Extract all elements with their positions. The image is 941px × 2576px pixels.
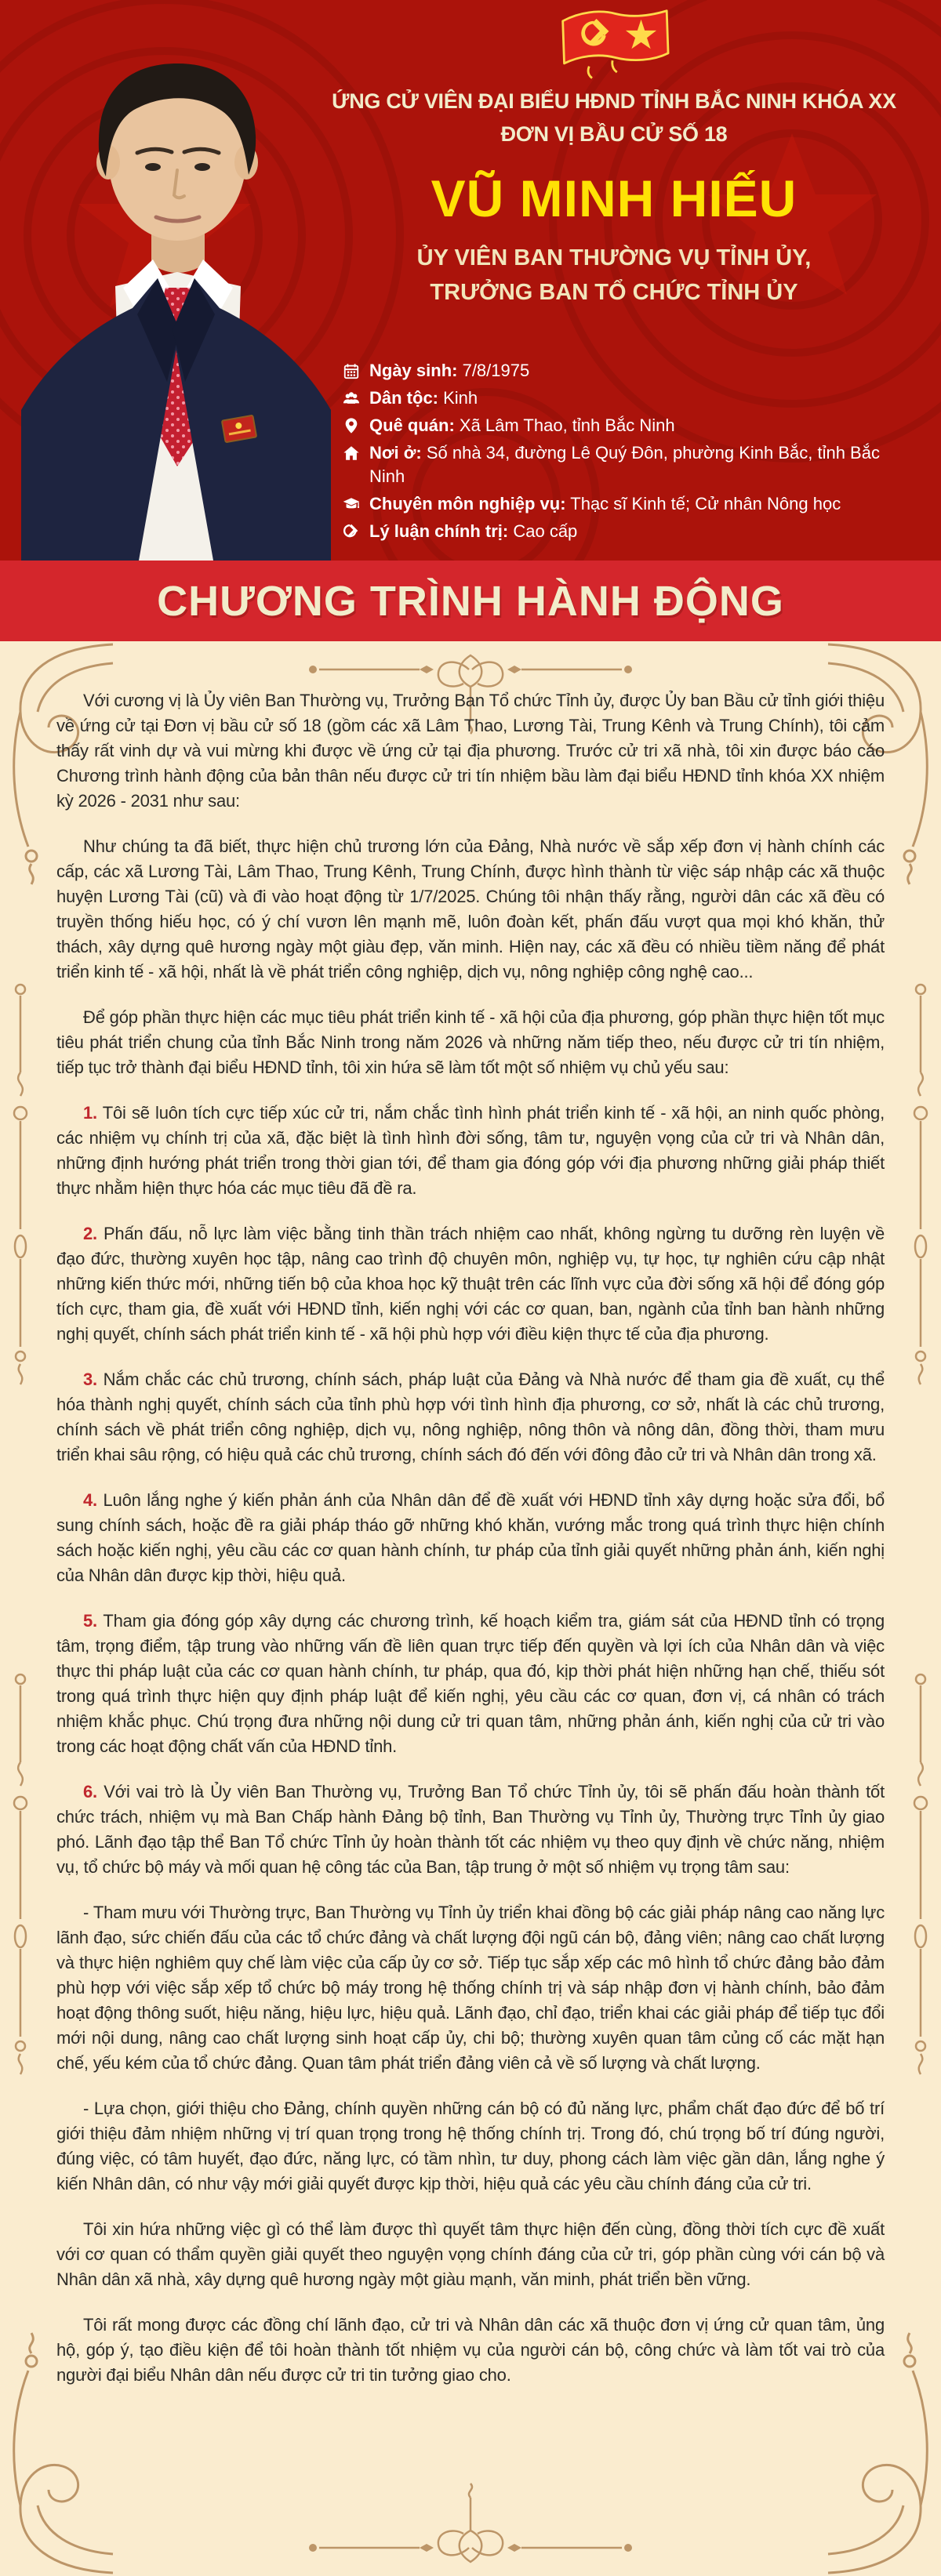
info-text — [369, 492, 841, 516]
program-task-paragraph — [56, 1221, 885, 1347]
home-icon — [343, 444, 360, 462]
bottom-divider-ornament — [302, 2479, 639, 2573]
program-paragraph — [56, 2096, 885, 2197]
info-text — [369, 520, 577, 543]
poster-header — [0, 0, 941, 561]
paragraph-text: Phấn đấu, nỗ lực làm việc bằng tinh thần trách nhiệm cao nhất, không ngừng tu dưỡng rèn luyện về đạo đức, thường xuyên học tập, nâng cao trình độ chuyên môn, nghiệp vụ, tự học, tự nghiên cứu cập nhật những kiến thức mới, những tiến bộ của khoa học kỹ thuật trên các lĩnh vực của đời sống xã hội để đóng góp tích cực, tham gia, đề xuất với HĐND tỉnh, kiến nghị với các cơ quan, ban, ngành của tỉnh ban hành những nghị quyết, chính sách phát triển kinh tế - xã hội phù hợp với điều kiện thực tế của địa phương. — [56, 1224, 885, 1344]
info-text — [369, 386, 478, 410]
info-row — [343, 520, 907, 543]
info-value: Kinh — [438, 388, 478, 408]
paragraph-text: Nắm chắc các chủ trương, chính sách, pháp luật của Đảng và Nhà nước để tham gia đề xuất, cụ thể hóa thành nghị quyết, chính sách của tỉnh phù hợp với tình hình địa phương, cơ sở, nhất là các chủ trương, chính sách về phát triển công nghiệp, dịch vụ, nông nghiệp, nông thôn và nông dân, đồng thời, tham mưu triển khai sâu rộng, có hiệu quả các chủ trương, chính sách đó đến với đông đảo cử tri và Nhân dân trong xã. — [56, 1370, 885, 1464]
party-flag-icon — [555, 8, 673, 85]
calendar-icon — [343, 362, 360, 379]
program-paragraph — [56, 688, 885, 814]
info-value: Số nhà 34, đường Lê Quý Đôn, phường Kinh Bắc, tỉnh Bắc Ninh — [369, 443, 880, 486]
paragraph-text: Luôn lắng nghe ý kiến phản ánh của Nhân dân để đề xuất với HĐND tỉnh xây dựng hoặc sửa đổi, bổ sung chính sách, hoặc đề ra giải pháp tháo gỡ những khó khăn, vướng mắc trong quá trình thực hiện chính sách hoặc kiến nghị, yêu cầu các cơ quan hành chính, tư pháp của tỉnh giải quyết những phản ánh, kiến nghị của Nhân dân được kịp thời, hiệu quả. — [56, 1490, 885, 1585]
info-text — [369, 441, 891, 488]
program-paragraph — [56, 834, 885, 985]
program-task-paragraph — [56, 1101, 885, 1201]
program-task-paragraph — [56, 1609, 885, 1759]
info-text — [369, 359, 529, 383]
info-value: Cao cấp — [508, 521, 578, 541]
paragraph-text: Để góp phần thực hiện các mục tiêu phát triển kinh tế - xã hội của địa phương, góp phần thực hiện tốt mục tiêu phát triển chung của tỉnh Bắc Ninh trong năm 2026 và những năm tiếp theo, nếu được cử tri tín nhiệm, tiếp tục trở thành đại biểu HĐND tỉnh, tôi xin hứa sẽ làm tốt một số nhiệm vụ chủ yếu sau: — [56, 1007, 885, 1077]
info-value: Xã Lâm Thao, tỉnh Bắc Ninh — [454, 415, 675, 435]
candidate-photo — [21, 43, 331, 561]
program-task-paragraph — [56, 1488, 885, 1588]
info-label: Ngày sinh: — [369, 361, 458, 380]
task-number: 2. — [83, 1224, 97, 1243]
paragraph-text: - Tham mưu với Thường trực, Ban Thường vụ Tỉnh ủy triển khai đồng bộ các giải pháp nâng cao năng lực lãnh đạo, sức chiến đấu của các tổ chức đảng và chất lượng đội ngũ cán bộ, đảng viên; nâng cao chất lượng và thực hiện nghiêm quy chế làm việc của cấp ủy cơ sở. Tiếp tục sắp xếp các mô hình tổ chức đảng bảo đảm phù hợp với việc sắp xếp tổ chức bộ máy trong hệ thống chính trị và sáp nhập đơn vị hành chính, bảo đảm hoạt động thông suốt, hiệu năng, hiệu lực, hiệu quả. Lãnh đạo, chỉ đạo, triển khai các giải pháp để tiếp tục đổi mới nội dung, nâng cao chất lượng sinh hoạt cấp ủy, chi bộ; thường xuyên quan tâm củng cố các mặt hạn chế, yếu kém của tổ chức đảng. Quan tâm phát triển đảng viên cả về số lượng và chất lượng. — [56, 1903, 885, 2073]
paragraph-text: Tôi sẽ luôn tích cực tiếp xúc cử tri, nắm chắc tình hình phát triển kinh tế - xã hội, an ninh quốc phòng, các nhiệm vụ chính trị của xã, đặc biệt là tình hình đời sống, tâm tư, nguyện vọng của cử tri và Nhân dân, những định hướng phát triển trong thời gian tới, để tham gia đóng góp với địa phương những giải pháp thiết thực nhằm hiện thực hóa các mục tiêu đã đề ra. — [56, 1103, 885, 1198]
candidate-name: VŨ MINH HIẾU — [431, 169, 797, 227]
program-paragraph — [56, 2313, 885, 2388]
paragraph-text: Như chúng ta đã biết, thực hiện chủ trương lớn của Đảng, Nhà nước về sắp xếp đơn vị hành chính các cấp, các xã Lương Tài, Lâm Thao, Trung Kênh, Trung Chính, được hình thành từ việc sáp nhập các xã thuộc huyện Lương Tài (cũ) và đi vào hoạt động từ 1/7/2025. Chúng tôi nhận thấy rằng, người dân các xã đều có truyền thống hiếu học, có ý chí vươn lên mạnh mẽ, luôn đoàn kết, phấn đấu vượt qua mọi khó khăn, thử thách, xây dựng quê hương ngày một giàu đẹp, văn minh. Hiện nay, các xã đều có nhiều tiềm năng để phát triển kinh tế - xã hội, nhất là về phát triển công nghiệp, dịch vụ, nông nghiệp công nghệ cao... — [56, 836, 885, 981]
info-label: Nơi ở: — [369, 443, 422, 463]
election-title-line2: ĐƠN VỊ BẦU CỬ SỐ 18 — [500, 122, 728, 146]
election-title-line1: ỨNG CỬ VIÊN ĐẠI BIỂU HĐND TỈNH BẮC NINH KHÓA XX — [332, 89, 896, 113]
info-value: Thạc sĩ Kinh tế; Cử nhân Nông học — [565, 494, 841, 513]
task-number: 1. — [83, 1103, 97, 1123]
info-row — [343, 386, 907, 410]
info-label: Dân tộc: — [369, 388, 438, 408]
info-row — [343, 359, 907, 383]
location-icon — [343, 417, 360, 434]
info-row — [343, 441, 907, 488]
position-line1: ỦY VIÊN BAN THƯỜNG VỤ TỈNH ỦY, — [416, 245, 812, 270]
info-row — [343, 492, 907, 516]
program-paragraph — [56, 2217, 885, 2292]
position-line2: TRƯỞNG BAN TỔ CHỨC TỈNH ỦY — [430, 280, 798, 305]
task-number: 3. — [83, 1370, 97, 1389]
action-program-banner — [0, 561, 941, 641]
info-row — [343, 414, 907, 437]
program-task-paragraph — [56, 1780, 885, 1880]
lapel-badge — [222, 415, 256, 443]
program-paragraph — [56, 1900, 885, 2076]
action-program-content — [0, 641, 941, 2576]
personal-info-list — [343, 359, 907, 547]
task-number: 6. — [83, 1782, 97, 1801]
info-label: Lý luận chính trị: — [369, 521, 509, 541]
paragraph-text: - Lựa chọn, giới thiệu cho Đảng, chính quyền những cán bộ có đủ năng lực, phẩm chất đạo đức để bố trí giới thiệu đảm nhiệm những vị trí quan trọng trong hệ thống chính trị. Trong đó, chú trọng bố trí đúng người, đúng việc, có tâm huyết, đạo đức, năng lực, có tầm nhìn, tư duy, phong cách làm việc gần dân, lắng nghe ý kiến Nhân dân, có như vậy mới giải quyết được kịp thời, hiệu quả các yêu cầu chính đáng của cử tri. — [56, 2099, 885, 2193]
info-label: Quê quán: — [369, 415, 455, 435]
info-value: 7/8/1975 — [457, 361, 530, 380]
info-label: Chuyên môn nghiệp vụ: — [369, 494, 566, 513]
task-number: 5. — [83, 1611, 97, 1631]
paragraph-text: Tôi xin hứa những việc gì có thể làm được thì quyết tâm thực hiện đến cùng, đồng thời tích cực đề xuất với cơ quan có thẩm quyền giải quyết theo nguyện vọng chính đáng của cử tri, góp phần cùng với cán bộ và Nhân dân xã nhà, xây dựng quê hương ngày một giàu mạnh, văn minh, phát triển bền vững. — [56, 2219, 885, 2289]
paragraph-text: Tham gia đóng góp xây dựng các chương trình, kế hoạch kiểm tra, giám sát của HĐND tỉnh có trọng tâm, trọng điểm, tập trung vào những vấn đề liên quan trực tiếp đến quyền và lợi ích của Nhân dân và việc thực thi pháp luật của các cơ quan hành chính, tư pháp, qua đó, kịp thời phát hiện những hạn chế, thiếu sót trong quá trình thực hiện quy định pháp luật để kiến nghị, yêu cầu các cơ quan, đơn vị, cá nhân có trách nhiệm khắc phục. Chú trọng đưa những nội dung cử tri quan tâm, những phản ánh, kiến nghị của cử tri vào trong các hoạt động chất vấn của HĐND tỉnh. — [56, 1611, 885, 1756]
header-text-block — [329, 0, 899, 306]
paragraph-text: Với vai trò là Ủy viên Ban Thường vụ, Trưởng Ban Tổ chức Tỉnh ủy, tôi sẽ phấn đấu hoàn thành tốt chức trách, nhiệm vụ mà Ban Chấp hành Đảng bộ tỉnh, Ban Thường vụ Tỉnh ủy, Thường trực Tỉnh ủy giao phó. Lãnh đạo tập thể Ban Tổ chức Tỉnh ủy hoàn thành tốt các nhiệm vụ theo quy định về chức năng, nhiệm vụ, tổ chức bộ máy và mối quan hệ công tác của Ban, tập trung ở một số nhiệm vụ trọng tâm sau: — [56, 1782, 885, 1877]
program-paragraph — [56, 1005, 885, 1080]
task-number: 4. — [83, 1490, 97, 1510]
people-icon — [343, 390, 360, 407]
graduation-cap-icon — [343, 495, 360, 513]
info-text — [369, 414, 675, 437]
program-text — [0, 641, 941, 2388]
hammer-sickle-icon — [343, 523, 360, 540]
program-task-paragraph — [56, 1367, 885, 1468]
banner-title: CHƯƠNG TRÌNH HÀNH ĐỘNG — [157, 577, 784, 625]
paragraph-text: Tôi rất mong được các đồng chí lãnh đạo, cử tri và Nhân dân các xã thuộc đơn vị ứng cử quan tâm, ủng hộ, góp ý, tạo điều kiện để tôi hoàn thành tốt nhiệm vụ của người cán bộ, công chức và làm tốt vai trò của người đại biểu Nhân dân nếu được cử tri tin tưởng giao cho. — [56, 2315, 885, 2385]
paragraph-text: Với cương vị là Ủy viên Ban Thường vụ, Trưởng Ban Tổ chức Tỉnh ủy, được Ủy ban Bầu cử tỉnh giới thiệu về ứng cử tại Đơn vị bầu cử số 18 (gồm các xã Lâm Thao, Lương Tài, Trung Kênh và Trung Chính), tôi cảm thấy rất vinh dự và vui mừng khi được về ứng cử tại địa phương. Trước cử tri xã nhà, tôi xin được báo cáo Chương trình hành động của bản thân nếu được cử tri tín nhiệm bầu làm đại biểu HĐND tỉnh khóa XX nhiệm kỳ 2026 - 2031 như sau: — [56, 691, 885, 811]
